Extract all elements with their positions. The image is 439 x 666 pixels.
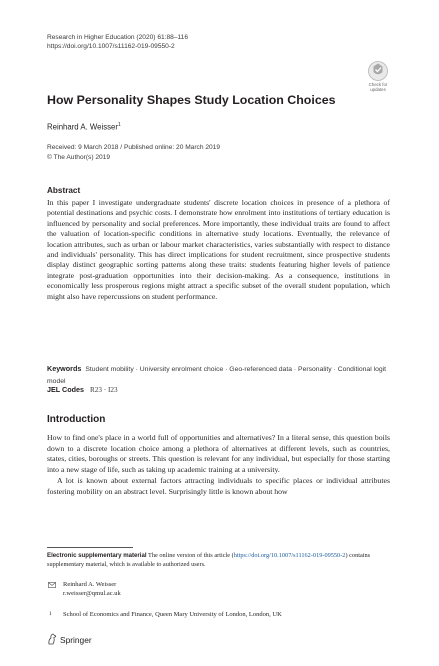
corresponding-author [63, 581, 121, 598]
keywords-section [47, 363, 390, 387]
keywords-list: Student mobility · University enrolment choice · Geo-referenced data · Personality · Conditional logit model [47, 366, 387, 385]
intro-paragraph-1: How to find one's place in a world full of opportunities and alternatives? In a literal sense, this question boils down to a discrete location choice among a plethora of alternatives at different levels, such as countries, states, cities, boroughs or streets. This question is relevant for any individual, but especially for those starting into a new stage of life, such as taking up academic training at a university. [47, 433, 390, 474]
jel-label: JEL Codes [47, 385, 85, 394]
keywords-label: Keywords [47, 364, 82, 373]
abstract-body [47, 198, 390, 302]
copyright-line: © The Author(s) 2019 [47, 153, 111, 161]
journal-citation [47, 33, 188, 51]
footnote-divider [47, 547, 133, 548]
contact-email[interactable]: r.weisser@qmul.ac.uk [63, 589, 121, 597]
abstract-text: In this paper I investigate undergraduate students' discrete location choices in presence of a plethora of potential destinations and psychic costs. I demonstrate how enrolment into institutions of tertiary education is influenced by personality and social preferences. More importantly, these individual traits are found to affect the valuation of location-specific conditions in alternative study locations. Eventually, the relevance of location attributes, such as urban or labour market characteristics, varies substantially with respect to distance and individuals' personality. This has direct implications for student recruitment, since prospective students display distinct geographic sorting patterns along these traits: students featuring higher levels of patience integrate post-graduation opportunities into their decision-making. As a consequence, institutions in economically less prosperous regions might attract a specific subset of the overall student population, which might also have repercussions on student performance. [47, 198, 390, 301]
esm-link[interactable]: https://doi.org/10.1007/s11162-019-09550-2 [233, 552, 346, 559]
esm-label: Electronic supplementary material [47, 552, 147, 559]
check-badge-text-2: updates [370, 87, 386, 92]
envelope-icon [48, 582, 56, 588]
introduction-heading: Introduction [47, 414, 106, 425]
esm-text-1: The online version of this article ( [146, 552, 234, 559]
abstract-heading: Abstract [47, 186, 81, 195]
contact-name: Reinhard A. Weisser [63, 581, 117, 588]
jel-codes: R23 · I23 [90, 386, 118, 394]
intro-paragraph-2: A lot is known about external factors attracting individuals to specific places or individual attributes fostering mobility on an abstract level. Surprisingly little is known about how [47, 476, 390, 496]
jel-codes-section [47, 385, 118, 394]
author-name: Reinhard A. Weisser [47, 122, 118, 132]
publisher-name: Springer [60, 635, 92, 645]
check-for-updates-badge[interactable] [362, 60, 394, 94]
article-title: How Personality Shapes Study Location Choices [47, 93, 336, 107]
received-published-dates: Received: 9 March 2018 / Published online: 20 March 2019 [47, 144, 221, 151]
affiliation-number: 1 [49, 611, 52, 617]
publisher-logo [47, 630, 92, 645]
doi-line[interactable]: https://doi.org/10.1007/s11162-019-09550-2 [47, 43, 175, 50]
article-dates [47, 143, 220, 162]
journal-line: Research in Higher Education (2020) 61:88–116 [47, 34, 189, 41]
author-affiliation-marker: 1 [117, 122, 121, 128]
introduction-body [47, 433, 390, 498]
author-line [47, 122, 121, 132]
springer-horse-icon [47, 633, 58, 645]
affiliation-text: School of Economics and Finance, Queen Mary University of London, London, UK [63, 611, 282, 618]
supplementary-material-note [47, 551, 390, 569]
esm-text-2: ) contains supplementary material, which is available to authorized users. [47, 552, 371, 568]
check-badge-text-1: Check for [368, 82, 388, 87]
